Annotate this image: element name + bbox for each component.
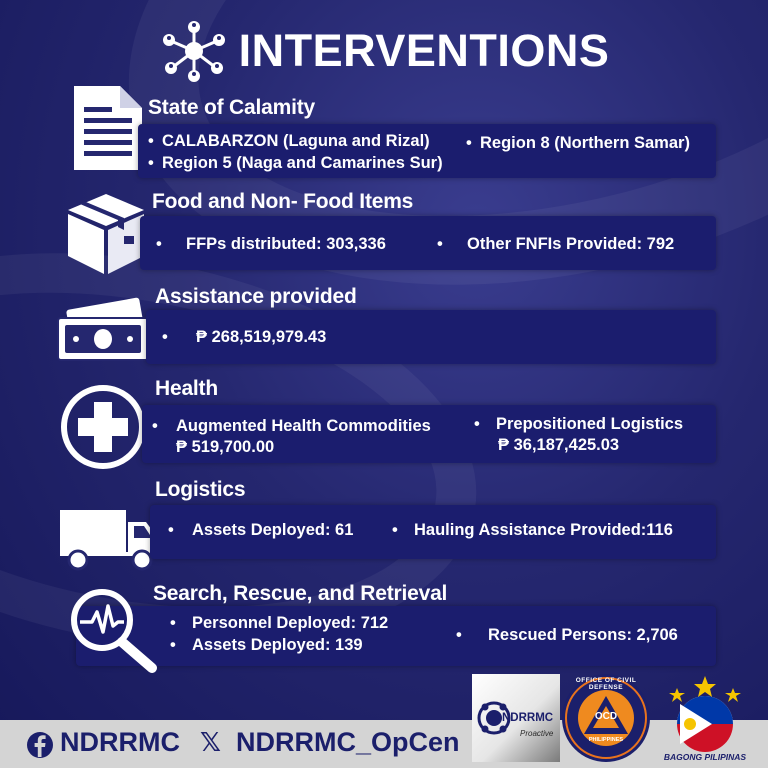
list-item: • Personnel Deployed: 712 [170,614,389,632]
list-item: ₱ 519,700.00 [176,438,275,456]
facebook-icon [26,731,54,759]
section-title-health: Health [155,377,218,400]
document-icon [72,84,144,172]
ocd-logo: OFFICE OF CIVIL DEFENSE OCD PHILIPPINES [560,672,652,764]
section-title-assistance: Assistance provided [155,285,357,308]
ndrrmc-logo: NDRRMC Proactive [472,674,560,762]
x-handle[interactable]: NDRRMC_OpCen [236,727,460,757]
section-title-food: Food and Non- Food Items [152,190,414,213]
magnifier-pulse-icon [66,584,162,674]
list-item: • Assets Deployed: 139 [170,636,363,654]
list-item: • CALABARZON (Laguna and Rizal) [148,132,430,150]
list-item: • Augmented Health Commodities [152,417,431,435]
cash-icon [54,296,152,364]
list-item: • FFPs distributed: 303,336 [156,235,386,253]
list-item: • Assets Deployed: 61 [168,521,354,539]
list-item: • Hauling Assistance Provided:116 [392,521,673,539]
section-title-calamity: State of Calamity [148,96,315,119]
section-title-logistics: Logistics [155,478,246,501]
list-item: • Region 5 (Naga and Camarines Sur) [148,154,443,172]
x-logo-icon: 𝕏 [200,727,221,757]
box-icon [64,190,148,276]
bagong-pilipinas-logo: BAGONG PILIPINAS [660,674,750,764]
truck-icon [58,508,162,572]
list-item: • Other FNFIs Provided: 792 [437,235,675,253]
list-item: ₱ 36,187,425.03 [498,436,620,454]
header [0,16,768,86]
medical-cross-icon [60,384,146,470]
list-item: • Region 8 (Northern Samar) [466,134,690,152]
facebook-handle[interactable]: NDRRMC [60,727,180,757]
section-title-sar: Search, Rescue, and Retrieval [153,582,448,605]
list-item: • ₱ 268,519,979.43 [162,328,327,346]
network-people-icon [159,19,229,83]
list-item: • Prepositioned Logistics [474,415,684,433]
list-item: • Rescued Persons: 2,706 [456,626,678,644]
page-title: INTERVENTIONS [238,25,610,76]
